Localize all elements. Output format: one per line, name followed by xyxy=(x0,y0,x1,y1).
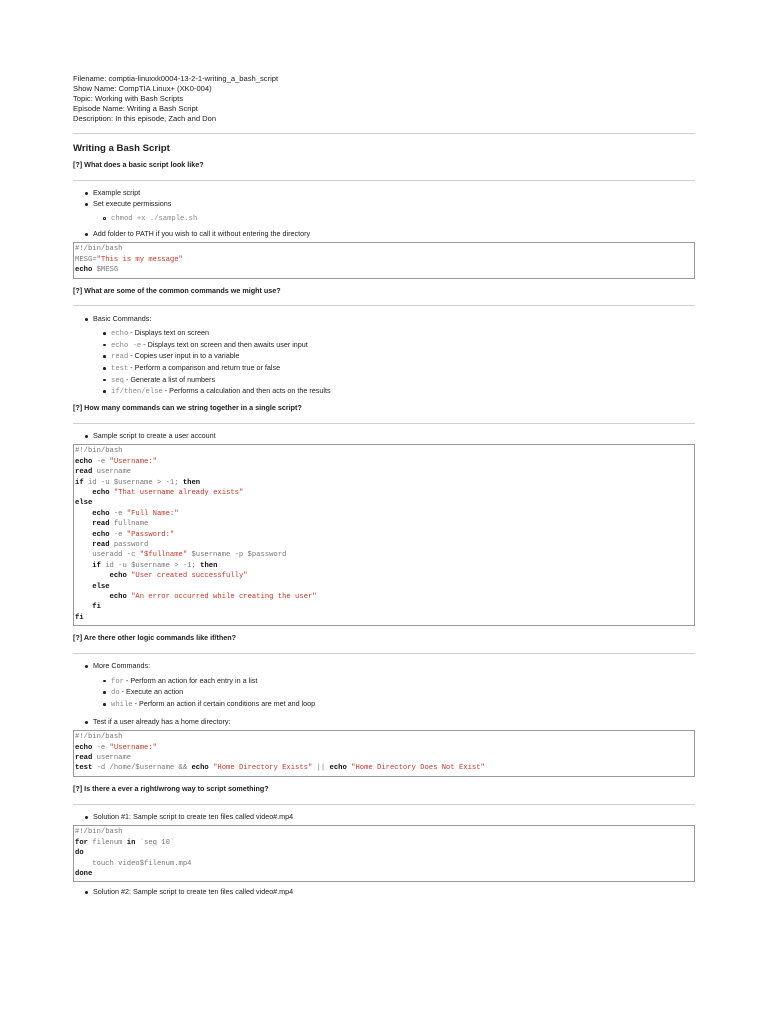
list-item: echo -e - Displays text on screen and then awaits user input xyxy=(73,340,695,352)
page-title: Writing a Bash Script xyxy=(73,143,170,154)
divider xyxy=(73,653,695,654)
description-line: Description: In this episode, Zach and Don xyxy=(73,114,217,123)
code-line: echo $MESG xyxy=(75,266,119,275)
list-item: while - Perform an action if certain conditions are met and loop xyxy=(73,699,695,711)
list-item xyxy=(73,213,695,225)
list-item: if/then/else - Performs a calculation and then acts on the results xyxy=(73,386,695,398)
bullet-list xyxy=(73,661,695,672)
list-item: Basic Commands: xyxy=(73,314,695,325)
divider xyxy=(73,133,695,134)
episode-metadata xyxy=(73,74,695,124)
question-heading: [?] Are there other logic commands like if/then? xyxy=(73,633,237,643)
sub-list xyxy=(73,213,695,225)
code-line: MESG="This is my message" xyxy=(75,255,183,264)
question-heading: [?] What does a basic script look like? xyxy=(73,160,204,169)
filename-line: Filename: comptia-linuxxk0004-13-2-1-writing_a_bash_script xyxy=(73,74,279,83)
list-item: Solution #1: Sample script to create ten files called video#.mp4 xyxy=(73,812,695,823)
code-block xyxy=(73,242,695,278)
question-heading: [?] How many commands can we string together in a single script? xyxy=(73,402,302,412)
bullet-list xyxy=(73,887,695,898)
bullet-list xyxy=(73,314,695,325)
divider xyxy=(73,305,695,306)
code-block: #!/bin/bash for filenum in `seq 10` do touch video$filenum.mp4 done xyxy=(73,825,695,882)
bullet-list xyxy=(73,188,695,209)
sub-list xyxy=(73,328,695,398)
list-item: read - Copies user input in to a variable xyxy=(73,351,695,363)
list-item: Add folder to PATH if you wish to call it without entering the directory xyxy=(73,229,695,240)
sub-list xyxy=(73,676,695,711)
code-line: #!/bin/bash xyxy=(75,245,123,254)
code-block: #!/bin/bash echo -e "Username:" read username if id -u $username > -1; then echo "That username already exists" else echo -e "Full Name:" read fullname echo -e "Password:" read password useradd -c "$fullname" $username -p $password if id -u $username > -1; then echo "User created successfully" else echo "An error occurred while creating the user" fi fi xyxy=(73,444,695,626)
bullet-list xyxy=(73,717,695,728)
document-page xyxy=(73,74,695,898)
bullet-list xyxy=(73,812,695,823)
list-item: test - Perform a comparison and return true or false xyxy=(73,363,695,375)
list-item: More Commands: xyxy=(73,661,695,672)
list-item: Example script xyxy=(73,188,695,199)
list-item: Test if a user already has a home directory: xyxy=(73,717,695,728)
show-name-line: Show Name: CompTIA Linux+ (XK0-004) xyxy=(73,84,212,93)
list-item: Solution #2: Sample script to create ten files called video#.mp4 xyxy=(73,887,695,898)
topic-line: Topic: Working with Bash Scripts xyxy=(73,94,184,103)
divider xyxy=(73,423,695,424)
list-item: Set execute permissions xyxy=(73,199,695,210)
bullet-list xyxy=(73,431,695,442)
list-item: do - Execute an action xyxy=(73,687,695,699)
divider xyxy=(73,804,695,805)
question-heading: [?] Is there a ever a right/wrong way to script something? xyxy=(73,783,269,793)
list-item: Sample script to create a user account xyxy=(73,431,695,442)
list-item: echo - Displays text on screen xyxy=(73,328,695,340)
question-heading: [?] What are some of the common commands we might use? xyxy=(73,285,281,295)
list-item: for - Perform an action for each entry in a list xyxy=(73,676,695,688)
episode-line: Episode Name: Writing a Bash Script xyxy=(73,104,198,113)
divider xyxy=(73,180,695,181)
code-block: #!/bin/bash echo -e "Username:" read username test -d /home/$username && echo "Home Directory Exists" || echo "Home Directory Does Not Exist" xyxy=(73,730,695,777)
list-item: seq - Generate a list of numbers xyxy=(73,375,695,387)
command-text: chmod +x ./sample.sh xyxy=(111,215,198,224)
bullet-list xyxy=(73,229,695,240)
